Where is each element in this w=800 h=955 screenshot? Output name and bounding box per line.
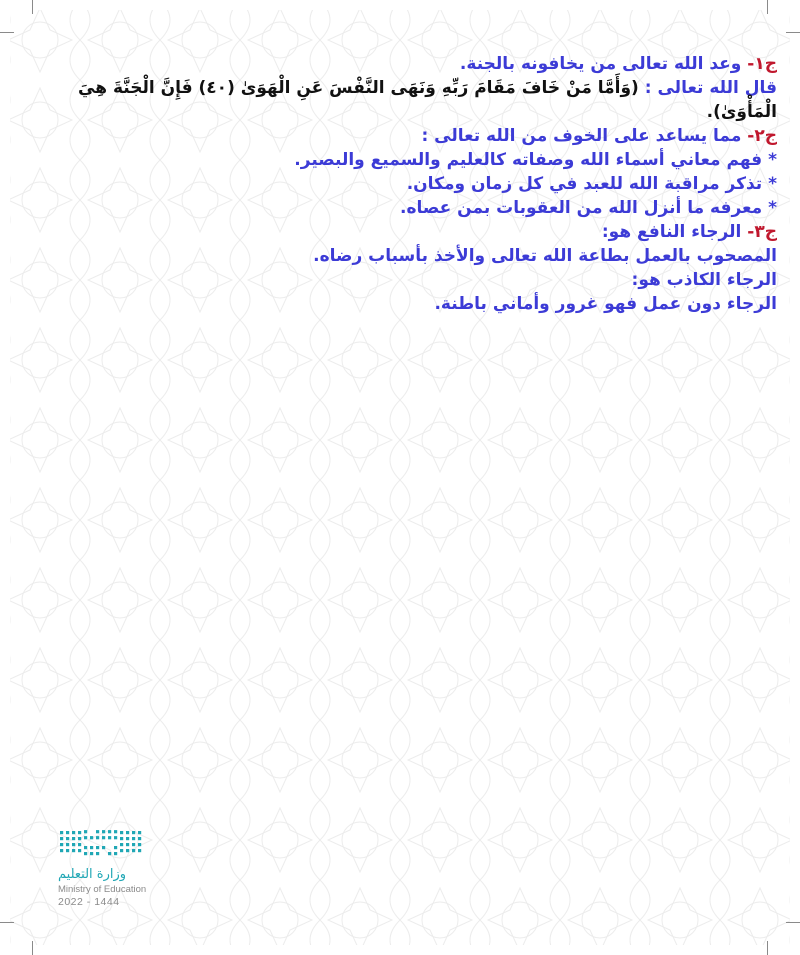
- logo-dot: [132, 837, 135, 840]
- logo-dot: [102, 846, 105, 849]
- bullet-item-2: * تذكر مراقبة الله للعبد في كل زمان ومكان.: [406, 174, 777, 194]
- logo-dot: [102, 830, 105, 833]
- logo-dot: [90, 852, 93, 855]
- logo-dot: [78, 843, 81, 846]
- answer-2-text: مما يساعد على الخوف من الله تعالى :: [421, 126, 742, 146]
- logo-dot: [126, 837, 129, 840]
- answer-3-label: ج٣-: [747, 222, 777, 242]
- logo-dot: [102, 836, 105, 839]
- logo-dot: [84, 846, 87, 849]
- logo-dot: [60, 837, 63, 840]
- verse-intro: قال الله تعالى :: [644, 78, 777, 98]
- logo-dot: [72, 837, 75, 840]
- answer-3: [20, 220, 777, 244]
- logo-dot: [96, 830, 99, 833]
- logo-dot: [114, 836, 117, 839]
- logo-dot: [84, 852, 87, 855]
- ministry-name-english: Ministry of Education: [58, 884, 147, 895]
- crop-mark-top-right-h: [786, 32, 800, 33]
- edition-year: 2022 - 1444: [58, 896, 120, 908]
- logo-dot: [60, 849, 63, 852]
- useful-hope-definition: المصحوب بالعمل بطاعة الله تعالى والأخذ بأسباب رضاه.: [313, 246, 777, 266]
- ministry-name-arabic: وزارة التعليم: [58, 867, 127, 882]
- logo-dot: [96, 846, 99, 849]
- logo-dot: [84, 836, 87, 839]
- logo-dot: [138, 849, 141, 852]
- logo-dot: [96, 836, 99, 839]
- logo-dot: [72, 849, 75, 852]
- logo-dot: [60, 843, 63, 846]
- bullet-item-3: * معرفه ما أنزل الله من العقوبات بمن عصاه.: [400, 198, 777, 218]
- logo-dot: [78, 837, 81, 840]
- logo-dot: [108, 830, 111, 833]
- logo-dot: [108, 836, 111, 839]
- answer-2-label: ج٢-: [747, 126, 777, 146]
- answer-3-text: الرجاء النافع هو:: [601, 222, 742, 242]
- logo-dot: [132, 831, 135, 834]
- logo-dot: [90, 836, 93, 839]
- logo-dot: [138, 837, 141, 840]
- crop-mark-bottom-left-v: [32, 941, 33, 955]
- logo-dot: [126, 849, 129, 852]
- logo-dot: [120, 831, 123, 834]
- logo-dot: [78, 849, 81, 852]
- logo-dot: [120, 843, 123, 846]
- logo-dot: [126, 831, 129, 834]
- logo-dot: [138, 831, 141, 834]
- logo-dot: [72, 831, 75, 834]
- crop-mark-bottom-right-h: [786, 922, 800, 923]
- logo-dot: [66, 849, 69, 852]
- logo-dot: [108, 852, 111, 855]
- crop-mark-top-right-v: [767, 0, 768, 14]
- verse-text: (وَأَمَّا مَنْ خَافَ مَقَامَ رَبِّهِ وَنَهَى النَّفْسَ عَنِ الْهَوَىٰ (٤٠) فَإِنَّ الْجَنَّةَ هِيَ الْمَأْوَىٰ).: [78, 78, 777, 122]
- logo-dot: [84, 830, 87, 833]
- logo-dot: [66, 843, 69, 846]
- crop-mark-bottom-right-v: [767, 941, 768, 955]
- logo-dot: [90, 846, 93, 849]
- answers-section: [20, 52, 777, 316]
- logo-dot: [66, 831, 69, 834]
- logo-dot: [114, 846, 117, 849]
- false-hope-definition: الرجاء دون عمل فهو غرور وأماني باطنة.: [434, 294, 777, 314]
- logo-dot: [60, 831, 63, 834]
- logo-dot: [96, 852, 99, 855]
- logo-dot: [78, 831, 81, 834]
- crop-mark-bottom-left-h: [0, 922, 14, 923]
- crop-mark-top-left-h: [0, 32, 14, 33]
- answer-1-label: ج١-: [747, 54, 777, 74]
- answer-1-text: وعد الله تعالى من يخافونه بالجنة.: [459, 54, 742, 74]
- quran-verse: [20, 76, 777, 124]
- logo-dot: [66, 837, 69, 840]
- logo-dot: [114, 852, 117, 855]
- logo-dot: [132, 849, 135, 852]
- logo-dot: [132, 843, 135, 846]
- logo-dot: [120, 849, 123, 852]
- logo-dot: [114, 830, 117, 833]
- logo-dot: [138, 843, 141, 846]
- logo-dot: [126, 843, 129, 846]
- logo-dot: [72, 843, 75, 846]
- crop-mark-top-left-v: [32, 0, 33, 14]
- answer-1: [20, 52, 777, 76]
- answer-2: [20, 124, 777, 148]
- logo-dot: [120, 837, 123, 840]
- false-hope-title: الرجاء الكاذب هو:: [631, 270, 777, 290]
- bullet-item-1: * فهم معاني أسماء الله وصفاته كالعليم والسميع والبصير.: [294, 150, 777, 170]
